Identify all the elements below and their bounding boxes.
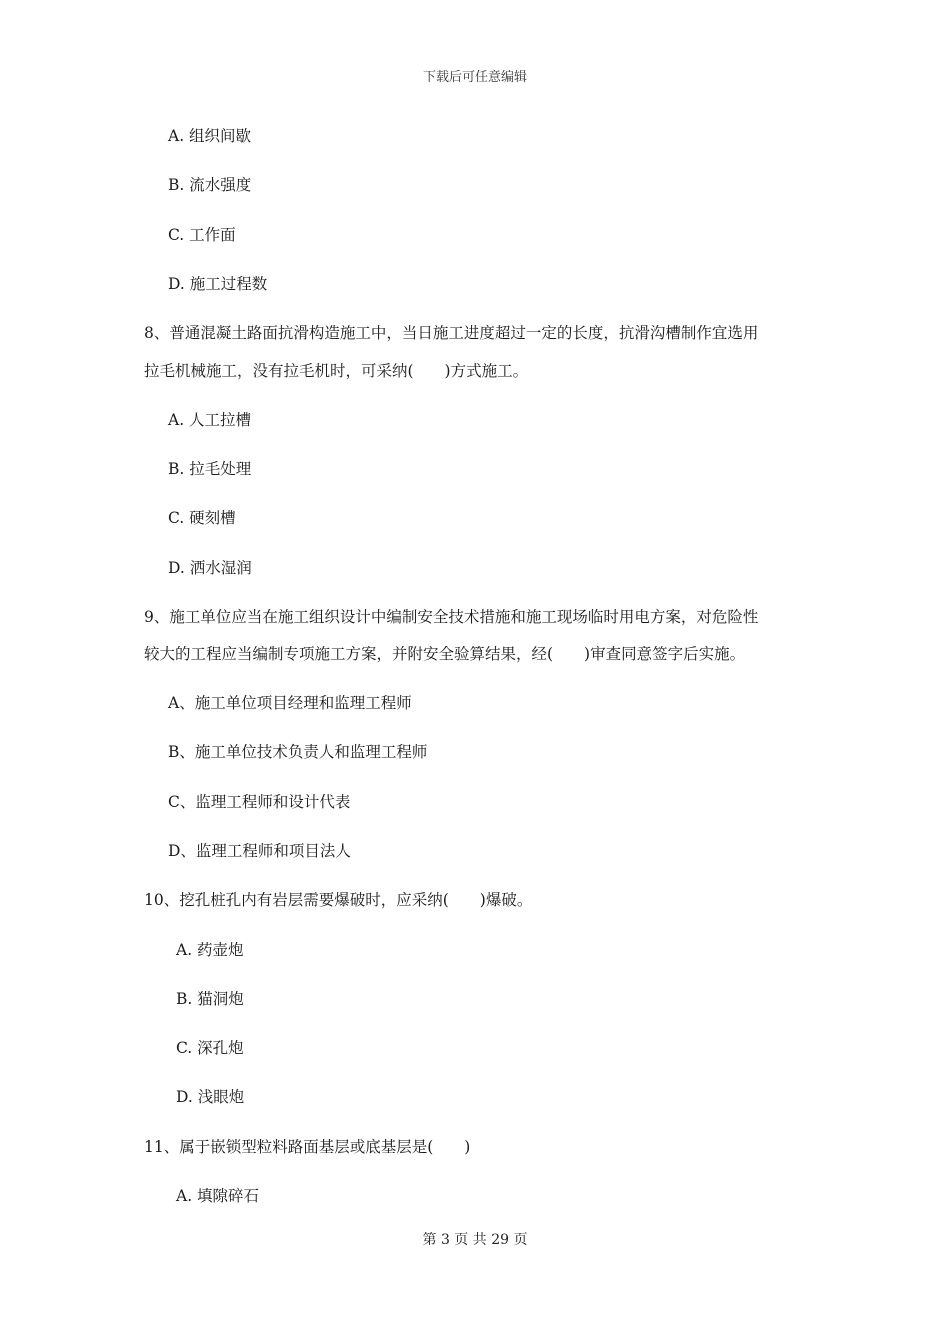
option-10a: A. 药壶炮	[176, 941, 244, 959]
option-9c: C、监理工程师和设计代表	[168, 793, 351, 811]
option-10b: B. 猫洞炮	[176, 990, 244, 1008]
option-8b: B. 拉毛处理	[168, 460, 252, 478]
page-header: 下载后可任意编辑	[422, 70, 527, 85]
question-10: 10、挖孔桩孔内有岩层需要爆破时，应采纳( )爆破。	[144, 891, 533, 909]
question-9-line-2: 较大的工程应当编制专项施工方案，并附安全验算结果，经( )审查同意签字后实施。	[144, 645, 746, 663]
option-9d: D、监理工程师和项目法人	[168, 842, 351, 860]
option-11a: A. 填隙碎石	[176, 1187, 260, 1205]
option-8d: D. 洒水湿润	[168, 559, 252, 577]
option-9b: B、施工单位技术负责人和监理工程师	[168, 743, 428, 761]
option-7b: B. 流水强度	[168, 176, 252, 194]
option-10c: C. 深孔炮	[176, 1039, 244, 1057]
option-7c: C. 工作面	[168, 226, 236, 244]
question-9-line-1: 9、施工单位应当在施工组织设计中编制安全技术措施和施工现场临时用电方案，对危险性	[144, 608, 759, 626]
option-7d: D. 施工过程数	[168, 275, 268, 293]
page-footer: 第 3 页 共 29 页	[422, 1232, 528, 1248]
option-10d: D. 浅眼炮	[176, 1088, 245, 1106]
question-8-line-2: 拉毛机械施工，没有拉毛机时，可采纳( )方式施工。	[144, 362, 529, 380]
option-8c: C. 硬刻槽	[168, 509, 236, 527]
option-8a: A. 人工拉槽	[168, 411, 252, 429]
question-8-line-1: 8、普通混凝土路面抗滑构造施工中，当日施工进度超过一定的长度，抗滑沟槽制作宜选用	[144, 324, 759, 342]
option-9a: A、施工单位项目经理和监理工程师	[168, 694, 412, 712]
option-7a: A. 组织间歇	[168, 127, 252, 145]
question-11: 11、属于嵌锁型粒料路面基层或底基层是( )	[144, 1138, 471, 1156]
